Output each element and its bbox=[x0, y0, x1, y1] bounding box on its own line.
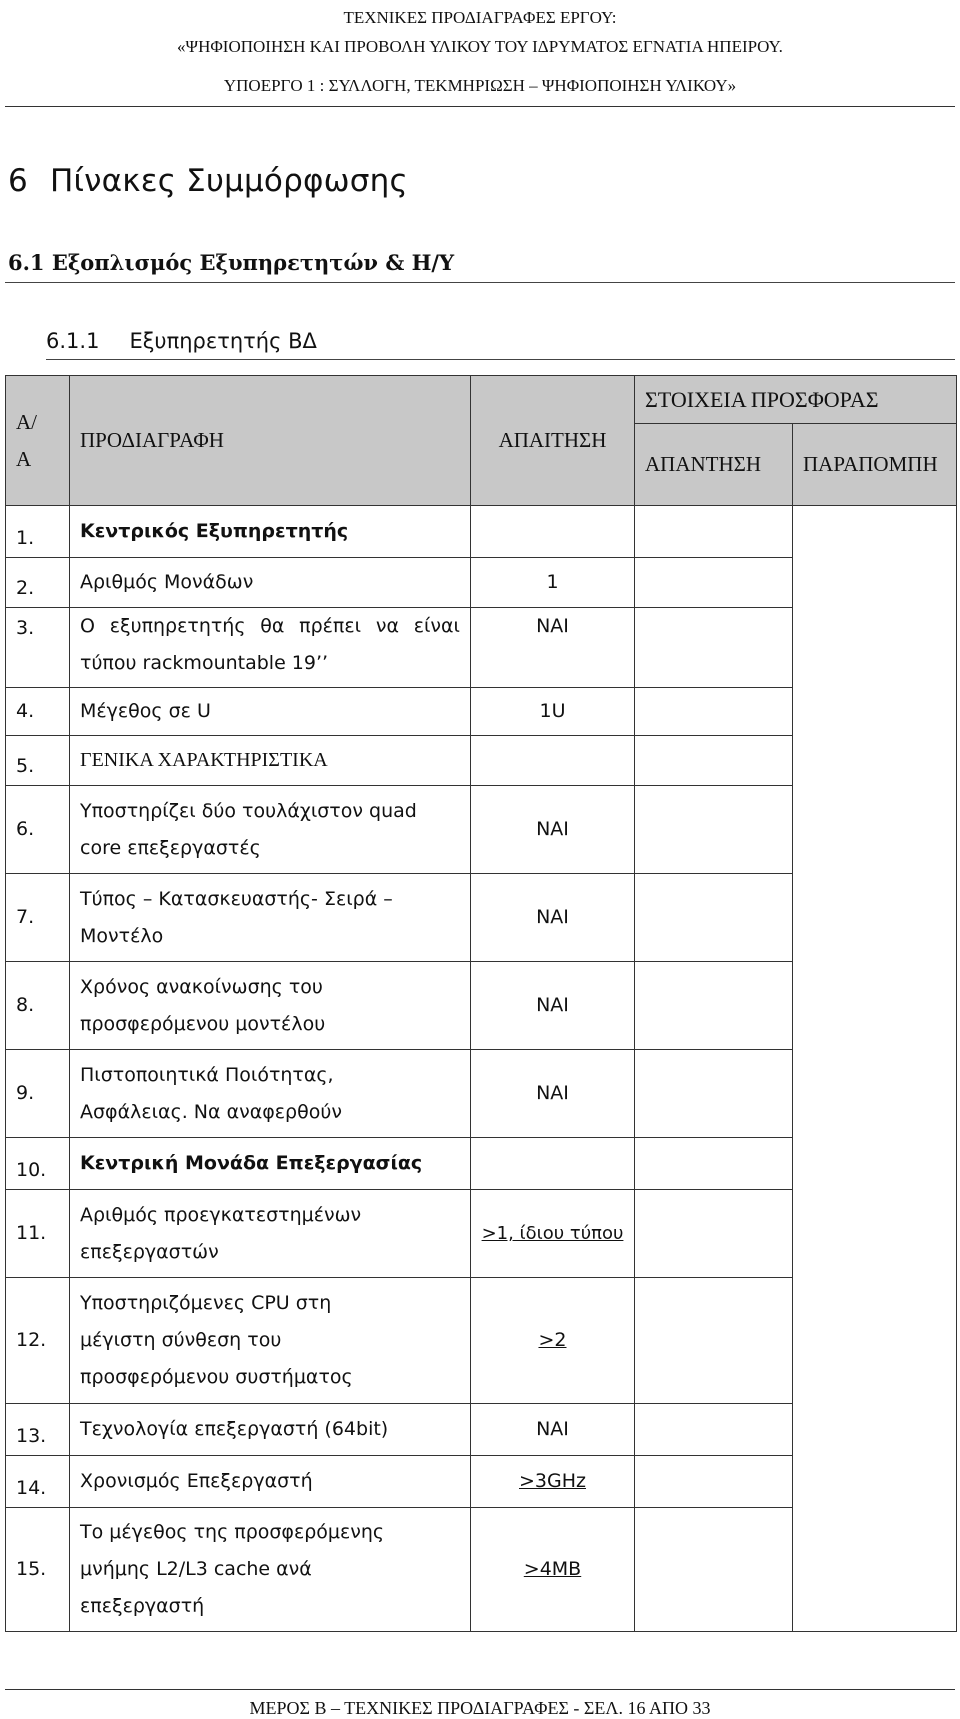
row-requirement: 1 bbox=[471, 558, 635, 608]
row-aa: 12. bbox=[6, 1278, 70, 1404]
row-spec: Τεχνολογία επεξεργαστή (64bit) bbox=[70, 1404, 471, 1456]
section-title: Εξοπλισμός Εξυπηρετητών & Η/Υ bbox=[51, 250, 455, 275]
row-requirement: ΝΑΙ bbox=[471, 1404, 635, 1456]
table-header-row bbox=[6, 376, 957, 424]
header-offer-group: ΣΤΟΙΧΕΙΑ ΠΡΟΣΦΟΡΑΣ bbox=[635, 376, 957, 424]
row-spec: Χρόνος ανακοίνωσης του προσφερόμενου μοντέλου bbox=[70, 962, 471, 1050]
row-requirement: >3GHz bbox=[471, 1456, 635, 1508]
row-spec: Αριθμός προεγκατεστημένων επεξεργαστών bbox=[70, 1190, 471, 1278]
row-answer[interactable] bbox=[635, 688, 793, 736]
row-requirement bbox=[471, 1138, 635, 1190]
row-answer[interactable] bbox=[635, 1050, 793, 1138]
chapter-number: 6 bbox=[8, 163, 28, 199]
row-requirement: ΝΑΙ bbox=[471, 608, 635, 688]
row-aa: 13. bbox=[6, 1404, 70, 1456]
row-answer[interactable] bbox=[635, 608, 793, 688]
subsection-divider bbox=[46, 359, 955, 360]
row-answer[interactable] bbox=[635, 1190, 793, 1278]
row-answer[interactable] bbox=[635, 1138, 793, 1190]
header-answer: ΑΠΑΝΤΗΣΗ bbox=[635, 424, 793, 506]
section-heading bbox=[8, 250, 454, 275]
row-aa: 14. bbox=[6, 1456, 70, 1508]
row-spec: Το μέγεθος της προσφερόμενης μνήμης L2/L3 cache ανά επεξεργαστή bbox=[70, 1508, 471, 1632]
subsection-number: 6.1.1 bbox=[46, 329, 100, 353]
row-spec: Ο εξυπηρετητής θα πρέπει να είναι τύπου rackmountable 19’’ bbox=[70, 608, 471, 688]
row-requirement: ΝΑΙ bbox=[471, 962, 635, 1050]
row-answer[interactable] bbox=[635, 506, 793, 558]
row-requirement bbox=[471, 736, 635, 786]
section-number: 6.1 bbox=[8, 250, 45, 275]
row-spec: Κεντρική Μονάδα Επεξεργασίας bbox=[70, 1138, 471, 1190]
row-aa: 4. bbox=[6, 688, 70, 736]
footer-divider bbox=[5, 1689, 955, 1690]
section-divider bbox=[5, 282, 955, 283]
row-aa: 1. bbox=[6, 506, 70, 558]
row-aa: 9. bbox=[6, 1050, 70, 1138]
row-aa: 11. bbox=[6, 1190, 70, 1278]
row-aa: 15. bbox=[6, 1508, 70, 1632]
row-requirement: >2 bbox=[471, 1278, 635, 1404]
row-answer[interactable] bbox=[635, 1456, 793, 1508]
row-aa: 8. bbox=[6, 962, 70, 1050]
row-aa: 5. bbox=[6, 736, 70, 786]
subsection-title: Εξυπηρετητής ΒΔ bbox=[129, 329, 317, 353]
row-spec: Κεντρικός Εξυπηρετητής bbox=[70, 506, 471, 558]
chapter-heading bbox=[8, 163, 408, 199]
subsection-heading bbox=[46, 329, 317, 353]
row-requirement: >1, ίδιου τύπου bbox=[471, 1190, 635, 1278]
header-divider bbox=[5, 106, 955, 107]
header-reference: ΠΑΡΑΠΟΜΠΗ bbox=[793, 424, 957, 506]
compliance-table bbox=[5, 375, 957, 1632]
row-spec: Τύπος – Κατασκευαστής- Σειρά – Μοντέλο bbox=[70, 874, 471, 962]
row-spec: Αριθμός Μονάδων bbox=[70, 558, 471, 608]
header-requirement: ΑΠΑΙΤΗΣΗ bbox=[471, 376, 635, 506]
row-requirement bbox=[471, 506, 635, 558]
header-spec: ΠΡΟΔΙΑΓΡΑΦΗ bbox=[70, 376, 471, 506]
row-requirement: ΝΑΙ bbox=[471, 786, 635, 874]
row-answer[interactable] bbox=[635, 1508, 793, 1632]
row-aa: 7. bbox=[6, 874, 70, 962]
row-spec: Μέγεθος σε U bbox=[70, 688, 471, 736]
row-answer[interactable] bbox=[635, 786, 793, 874]
row-aa: 6. bbox=[6, 786, 70, 874]
row-spec: Πιστοποιητικά Ποιότητας, Ασφάλειας. Να αναφερθούν bbox=[70, 1050, 471, 1138]
header-line-3: ΥΠΟΕΡΓΟ 1 : ΣΥΛΛΟΓΗ, ΤΕΚΜΗΡΙΩΣΗ – ΨΗΦΙΟΠΟΙΗΣΗ ΥΛΙΚΟΥ» bbox=[223, 76, 737, 95]
row-reference[interactable] bbox=[793, 506, 957, 1632]
row-requirement: >4MB bbox=[471, 1508, 635, 1632]
row-answer[interactable] bbox=[635, 1404, 793, 1456]
row-requirement: ΝΑΙ bbox=[471, 874, 635, 962]
chapter-title: Πίνακες Συμμόρφωσης bbox=[49, 163, 408, 199]
header-line-1: ΤΕΧΝΙΚΕΣ ΠΡΟΔΙΑΓΡΑΦΕΣ ΕΡΓΟΥ: bbox=[343, 8, 617, 27]
row-answer[interactable] bbox=[635, 1278, 793, 1404]
header-line-2: «ΨΗΦΙΟΠΟΙΗΣΗ ΚΑΙ ΠΡΟΒΟΛΗ ΥΛΙΚΟΥ ΤΟΥ ΙΔΡΥΜΑΤΟΣ ΕΓΝΑΤΙΑ ΗΠΕΙΡΟΥ. bbox=[177, 37, 783, 56]
row-spec: ΓΕΝΙΚΑ ΧΑΡΑΚΤΗΡΙΣΤΙΚΑ bbox=[70, 736, 471, 786]
row-aa: 3. bbox=[6, 608, 70, 688]
row-aa: 10. bbox=[6, 1138, 70, 1190]
row-spec: Χρονισμός Επεξεργαστή bbox=[70, 1456, 471, 1508]
row-spec: Υποστηριζόμενες CPU στη μέγιστη σύνθεση του προσφερόμενου συστήματος bbox=[70, 1278, 471, 1404]
header-aa: Α/Α bbox=[6, 376, 70, 506]
row-answer[interactable] bbox=[635, 736, 793, 786]
row-answer[interactable] bbox=[635, 962, 793, 1050]
table-row bbox=[6, 506, 957, 558]
row-answer[interactable] bbox=[635, 874, 793, 962]
running-footer: ΜΕΡΟΣ Β – ΤΕΧΝΙΚΕΣ ΠΡΟΔΙΑΓΡΑΦΕΣ - ΣΕΛ. 16 ΑΠΟ 33 bbox=[249, 1698, 711, 1718]
row-requirement: 1U bbox=[471, 688, 635, 736]
row-aa: 2. bbox=[6, 558, 70, 608]
row-answer[interactable] bbox=[635, 558, 793, 608]
row-spec: Υποστηρίζει δύο τουλάχιστον quad core επεξεργαστές bbox=[70, 786, 471, 874]
row-requirement: ΝΑΙ bbox=[471, 1050, 635, 1138]
